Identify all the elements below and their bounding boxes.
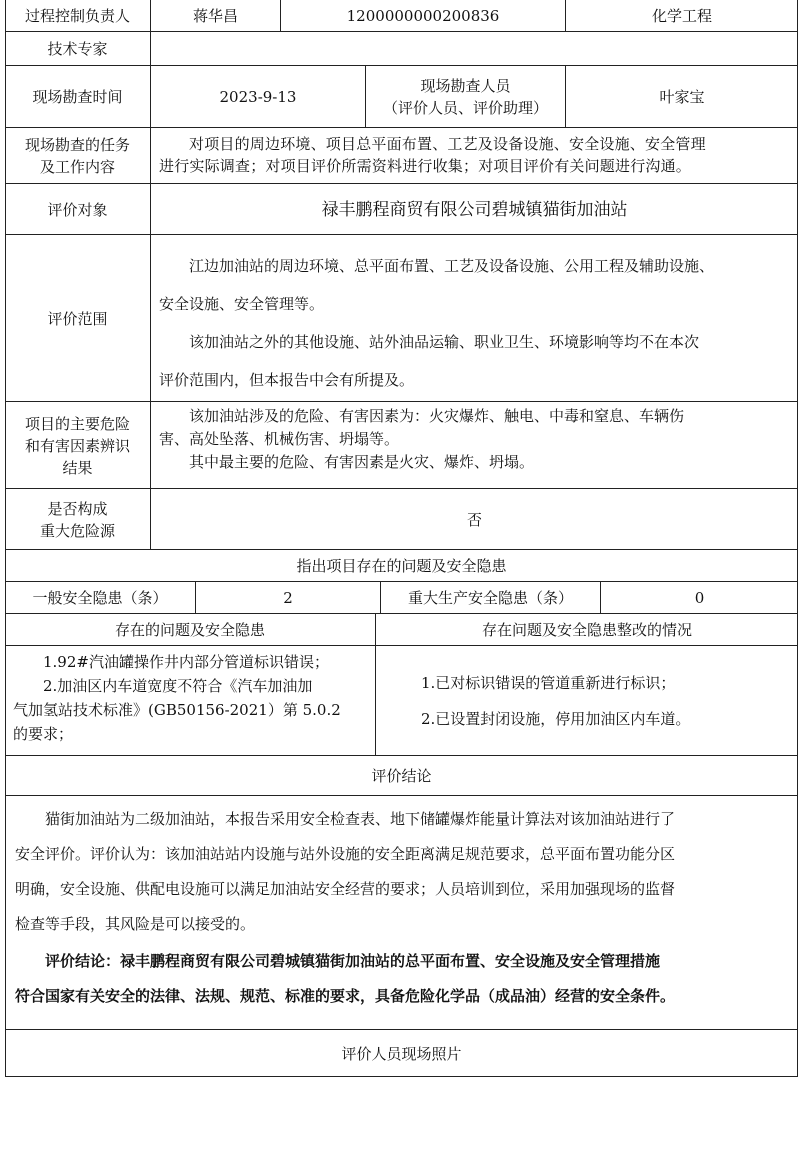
row-hazard-counts — [5, 581, 798, 614]
label-process-control: 过程控制负责人 — [24, 6, 130, 25]
header-existing-issues: 存在的问题及安全隐患 — [114, 621, 265, 639]
row-major-hazard — [5, 488, 798, 550]
rectification-item-2: 2.已设置封闭设施，停用加油区内车道。 — [421, 710, 691, 728]
label-survey-staff-line2: （评价人员、评价助理） — [382, 99, 548, 117]
row-conclusion-title — [5, 755, 798, 796]
rectification-list — [375, 646, 798, 756]
label-evaluation-scope: 评价范围 — [47, 309, 108, 328]
row-issues-title — [5, 549, 798, 582]
issues-title: 指出项目存在的问题及安全隐患 — [296, 557, 507, 575]
hazard-line1: 该加油站涉及的危险、有害因素为：火灾爆炸、触电、中毒和窒息、车辆伤 — [189, 407, 685, 425]
value-process-control-name: 蒋华昌 — [150, 0, 280, 31]
conclusion-line2: 安全评价。评价认为：该加油站站内设施与站外设施的安全距离满足规范要求，总平面布置功能分区 — [15, 845, 676, 863]
label-hazard-identification — [5, 402, 150, 489]
scope-line3: 该加油站之外的其他设施、站外油品运输、职业卫生、环境影响等均不在本次 — [189, 333, 700, 351]
scope-line2: 安全设施、安全管理等。 — [159, 295, 325, 313]
hazard-line3: 其中最主要的危险、有害因素是火灾、爆炸、坍塌。 — [189, 453, 535, 471]
value-hazard-identification — [150, 402, 798, 489]
row-survey-tasks — [5, 127, 798, 184]
value-major-hazard: 否 — [150, 489, 798, 550]
row-hazard-identification — [5, 401, 798, 489]
row-evaluation-scope — [5, 234, 798, 402]
label-technical-expert: 技术专家 — [47, 40, 108, 58]
value-major: 化学工程 — [565, 0, 798, 31]
conclusion-bold-line1: 评价结论：禄丰鹏程商贸有限公司碧城镇猫街加油站的总平面布置、安全设施及安全管理措施 — [45, 952, 661, 970]
value-technical-expert — [150, 32, 798, 66]
label-hazard-line1: 项目的主要危险 — [24, 414, 130, 433]
issue-item-2c: 的要求； — [13, 725, 74, 743]
header-rectification: 存在问题及安全隐患整改的情况 — [375, 614, 798, 646]
row-evaluation-object — [5, 183, 798, 235]
label-survey-time: 现场勘查时间 — [32, 88, 123, 106]
conclusion-body — [5, 796, 798, 1030]
label-evaluation-object: 评价对象 — [47, 200, 108, 219]
label-hazard-line3: 结果 — [62, 458, 93, 477]
value-evaluation-object: 禄丰鹏程商贸有限公司碧城镇猫街加油站 — [150, 184, 798, 235]
value-general-hazards: 2 — [195, 582, 380, 614]
issue-item-2b: 气加氢站技术标准》(GB50156-2021）第 5.0.2 — [13, 701, 341, 719]
label-survey-staff — [365, 66, 565, 128]
survey-tasks-line2: 进行实际调查；对项目评价所需资料进行收集；对项目评价有关问题进行沟通。 — [159, 157, 692, 175]
label-hazard-line2: 和有害因素辨识 — [24, 436, 130, 455]
value-major-hazards: 0 — [600, 582, 798, 614]
row-issues-detail — [5, 645, 798, 756]
conclusion-line1: 猫街加油站为二级加油站，本报告采用安全检查表、地下储罐爆炸能量计算法对该加油站进行了 — [45, 810, 676, 828]
value-evaluation-scope — [150, 235, 798, 402]
label-major-hazard-line1: 是否构成 — [47, 499, 108, 518]
label-survey-tasks-line1: 现场勘查的任务 — [24, 136, 130, 154]
value-survey-tasks — [150, 128, 798, 184]
label-survey-tasks — [5, 128, 150, 184]
value-certificate-number: 1200000000200836 — [280, 0, 565, 31]
row-technical-expert — [5, 31, 798, 66]
survey-tasks-line1: 对项目的周边环境、项目总平面布置、工艺及设备设施、安全设施、安全管理 — [189, 135, 706, 153]
row-issues-headers — [5, 613, 798, 646]
label-major-hazards: 重大生产安全隐患（条） — [380, 582, 600, 614]
row-conclusion-body — [5, 795, 798, 1030]
hazard-line2: 害、高处坠落、机械伤害、坍塌等。 — [159, 430, 400, 448]
label-major-hazard-line2: 重大危险源 — [39, 521, 115, 540]
label-general-hazards: 一般安全隐患（条） — [32, 589, 168, 607]
conclusion-line3: 明确，安全设施、供配电设施可以满足加油站安全经营的要求；人员培训到位，采用加强现场的监督 — [15, 880, 676, 898]
conclusion-line4: 检查等手段，其风险是可以接受的。 — [15, 915, 256, 933]
conclusion-title: 评价结论 — [371, 767, 432, 785]
conclusion-bold-line2: 符合国家有关安全的法律、法规、规范、标准的要求，具备危险化学品（成品油）经营的安全条件。 — [15, 987, 676, 1005]
row-process-control — [5, 0, 798, 31]
photos-title: 评价人员现场照片 — [341, 1045, 462, 1063]
issues-list — [5, 646, 375, 756]
value-survey-staff: 叶家宝 — [565, 66, 798, 128]
scope-line1: 江边加油站的周边环境、总平面布置、工艺及设备设施、公用工程及辅助设施、 — [189, 257, 715, 275]
label-survey-tasks-line2: 及工作内容 — [39, 158, 115, 176]
label-major-hazard — [5, 489, 150, 550]
value-survey-date: 2023-9-13 — [150, 66, 365, 128]
issue-item-1: 1.92#汽油罐操作井内部分管道标识错误； — [43, 653, 329, 671]
issue-item-2a: 2.加油区内车道宽度不符合《汽车加油加 — [43, 677, 313, 695]
scope-line4: 评价范围内，但本报告中会有所提及。 — [159, 371, 415, 389]
row-photos-title — [5, 1029, 798, 1078]
rectification-item-1: 1.已对标识错误的管道重新进行标识； — [421, 674, 676, 692]
row-survey-time — [5, 65, 798, 128]
label-survey-staff-line1: 现场勘查人员 — [420, 77, 511, 95]
